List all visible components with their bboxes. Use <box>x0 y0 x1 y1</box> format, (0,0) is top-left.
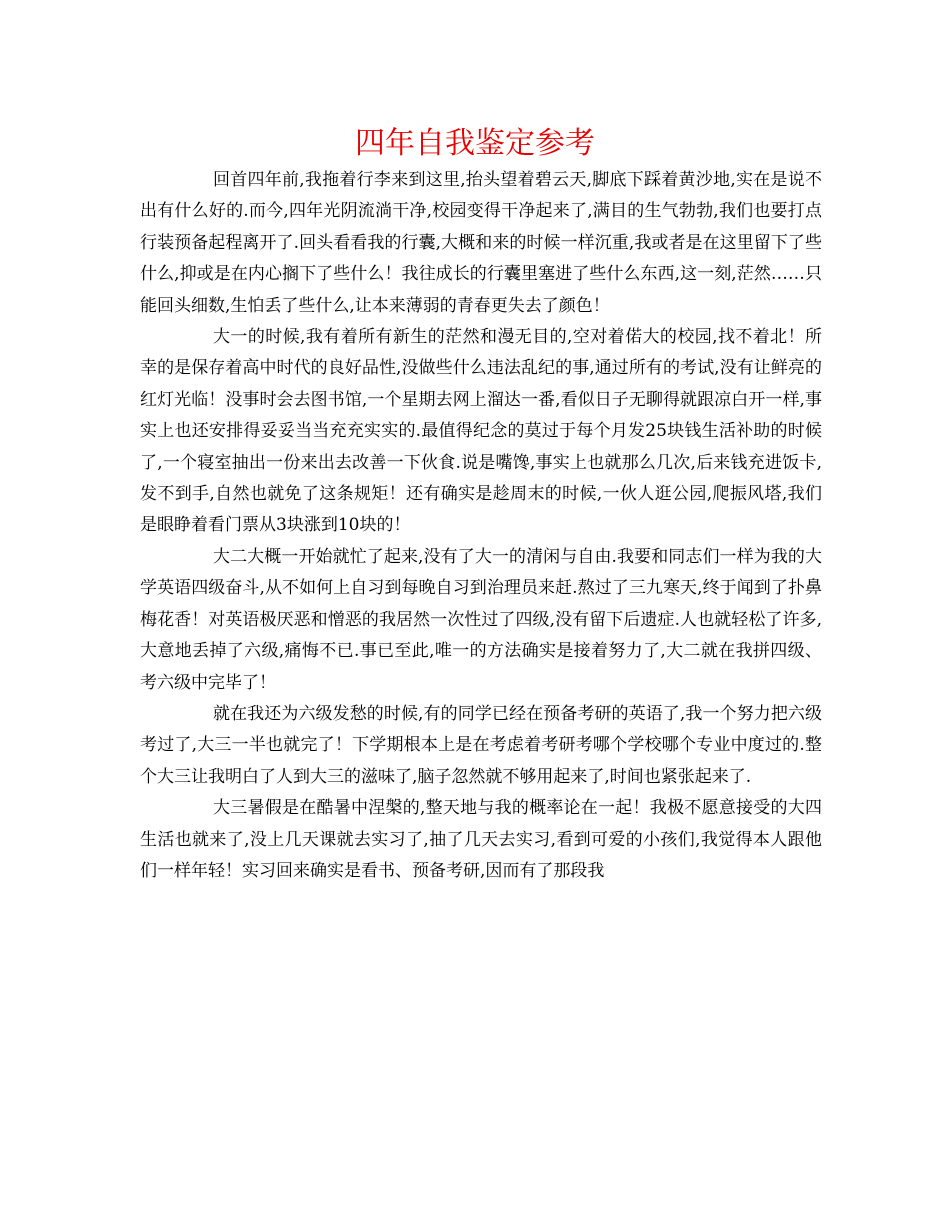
document-body <box>140 165 822 887</box>
paragraph-1: 回首四年前,我拖着行李来到这里,抬头望着碧云天,脚底下踩着黄沙地,实在是说不出有什么好的.而今,四年光阴流淌干净,校园变得干净起来了,满目的生气勃勃,我们也要打点行装预备起程离开了.回头看看我的行囊,大概和来的时候一样沉重,我或者是在这里留下了些什么,抑或是在内心搁下了些什么！我往成长的行囊里塞进了些什么东西,这一刻,茫然……只能回头细数,生怕丢了些什么,让本来薄弱的青春更失去了颜色！ <box>140 170 822 316</box>
document-title: 四年自我鉴定参考 <box>355 126 595 161</box>
paragraph-3: 大二大概一开始就忙了起来,没有了大一的清闲与自由.我要和同志们一样为我的大学英语四级奋斗,从不如何上自习到每晚自习到治理员来赶.熬过了三九寒天,终于闻到了扑鼻梅花香！对英语极厌恶和憎恶的我居然一次性过了四级,没有留下后遗症.人也就轻松了许多,大意地丢掉了六级,痛悔不已.事已至此,唯一的方法确实是接着努力了,大二就在我拼四级、考六级中完毕了！ <box>140 546 822 693</box>
paragraph-5: 大三暑假是在酷暑中涅槃的,整天地与我的概率论在一起！我极不愿意接受的大四生活也就来了,没上几天课就去实习了,抽了几天去实习,看到可爱的小孩们,我觉得本人跟他们一样年轻！实习回来确实是看书、预备考研,因而有了那段我 <box>140 798 822 881</box>
paragraph-4: 就在我还为六级发愁的时候,有的同学已经在预备考研的英语了,我一个努力把六级考过了,大三一半也就完了！下学期根本上是在考虑着考研考哪个学校哪个专业中度过的.整个大三让我明白了人到大三的滋味了,脑子忽然就不够用起来了,时间也紧张起来了. <box>140 703 822 787</box>
paragraph-2: 大一的时候,我有着所有新生的茫然和漫无目的,空对着偌大的校园,找不着北！所幸的是保存着高中时代的良好品性,没做些什么违法乱纪的事,通过所有的考试,没有让鲜亮的红灯光临！没事时会去图书馆,一个星期去网上溜达一番,看似日子无聊得就跟凉白开一样,事实上也还安排得妥妥当当充充实实的.最值得纪念的莫过于每个月发25块钱生活补助的时候了,一个寝室抽出一份来出去改善一下伙食.说是嘴馋,事实上也就那么几次,后来钱充进饭卡,发不到手,自然也就免了这条规矩！还有确实是趁周末的时候,一伙人逛公园,爬振风塔,我们是眼睁着看门票从3块涨到10块的！ <box>140 327 822 536</box>
